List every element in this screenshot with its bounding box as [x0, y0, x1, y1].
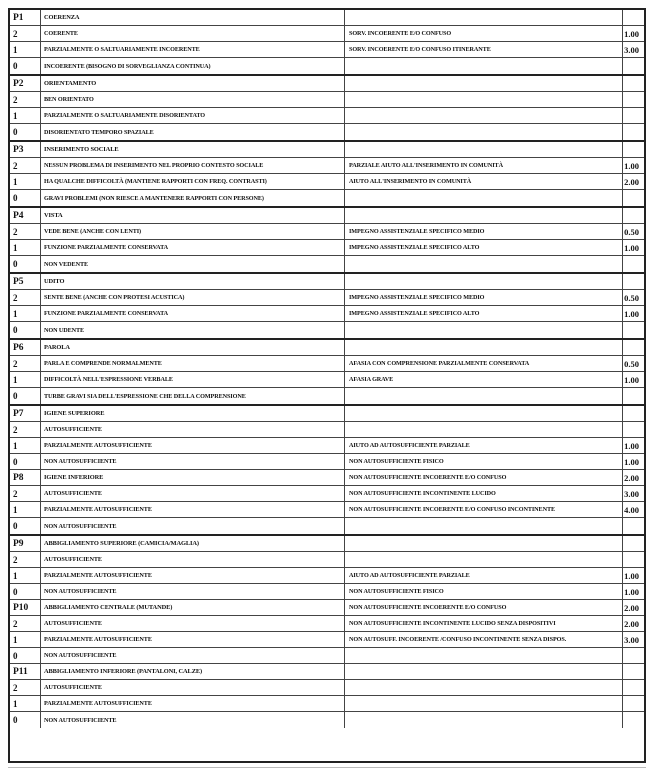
- assistance-note: AFASIA GRAVE: [345, 372, 623, 387]
- score-row: [10, 190, 644, 206]
- item-header-row: [10, 142, 644, 158]
- score-code: 0: [10, 518, 41, 534]
- score-code: 2: [10, 422, 41, 437]
- score-row: [10, 616, 644, 632]
- score-code: 0: [10, 454, 41, 469]
- assistance-note: [345, 536, 623, 551]
- weight-value: [623, 208, 644, 223]
- score-code: P5: [10, 274, 41, 289]
- score-code: P9: [10, 536, 41, 551]
- assistance-note: [345, 124, 623, 140]
- score-row: [10, 224, 644, 240]
- score-row: [10, 568, 644, 584]
- assistance-note: [345, 76, 623, 91]
- assistance-note: [345, 664, 623, 679]
- weight-value: [623, 536, 644, 551]
- assistance-note: PARZIALE AIUTO ALL'INSERIMENTO IN COMUNITÀ: [345, 158, 623, 173]
- weight-value: [623, 422, 644, 437]
- weight-value: [623, 648, 644, 663]
- score-row: [10, 372, 644, 388]
- weight-value: [623, 108, 644, 123]
- score-row: [10, 158, 644, 174]
- criterion-label: ABBIGLIAMENTO CENTRALE (MUTANDE): [41, 600, 345, 615]
- assistance-note: [345, 518, 623, 534]
- weight-value: 1.00: [624, 28, 639, 39]
- score-code: P10: [10, 600, 41, 615]
- score-row: [10, 240, 644, 256]
- assistance-note: [345, 58, 623, 74]
- criterion-label: ORIENTAMENTO: [41, 76, 345, 91]
- assistance-note: [345, 680, 623, 695]
- criterion-label: NON AUTOSUFFICIENTE: [41, 648, 345, 663]
- assistance-note: AIUTO ALL'INSERIMENTO IN COMUNITÀ: [345, 174, 623, 189]
- score-row: [10, 388, 644, 404]
- weight-value: 0.50: [624, 358, 639, 369]
- criterion-label: NON AUTOSUFFICIENTE: [41, 518, 345, 534]
- criterion-label: PARLA E COMPRENDE NORMALMENTE: [41, 356, 345, 371]
- score-code: P7: [10, 406, 41, 421]
- criterion-label: COERENTE: [41, 26, 345, 41]
- form-section: [10, 536, 644, 728]
- weight-value: [623, 680, 644, 695]
- weight-value: [623, 552, 644, 567]
- score-row: [10, 356, 644, 372]
- weight-value: 1.00: [624, 570, 639, 581]
- criterion-label: NON VEDENTE: [41, 256, 345, 272]
- score-code: 2: [10, 486, 41, 501]
- weight-value: 2.00: [624, 602, 639, 613]
- score-code: 0: [10, 58, 41, 74]
- criterion-label: IGIENE INFERIORE: [41, 470, 345, 485]
- score-code: P1: [10, 10, 41, 25]
- score-row: [10, 584, 644, 600]
- criterion-label: SENTE BENE (ANCHE CON PROTESI ACUSTICA): [41, 290, 345, 305]
- assistance-note: NON AUTOSUFFICIENTE FISICO: [345, 454, 623, 469]
- assistance-note: [345, 190, 623, 206]
- item-header-row: [10, 470, 644, 486]
- score-row: [10, 174, 644, 190]
- item-header-row: [10, 536, 644, 552]
- score-code: P6: [10, 340, 41, 355]
- assistance-note: NON AUTOSUFF. INCOERENTE /CONFUSO INCONTINENTE SENZA DISPOS.: [345, 632, 623, 647]
- score-code: 1: [10, 632, 41, 647]
- score-code: 0: [10, 190, 41, 206]
- assistance-note: [345, 406, 623, 421]
- score-row: [10, 648, 644, 664]
- assistance-note: SORV. INCOERENTE E/O CONFUSO: [345, 26, 623, 41]
- score-code: 1: [10, 240, 41, 255]
- score-row: [10, 438, 644, 454]
- criterion-label: UDITO: [41, 274, 345, 289]
- score-code: 1: [10, 306, 41, 321]
- score-code: 2: [10, 680, 41, 695]
- criterion-label: AUTOSUFFICIENTE: [41, 616, 345, 631]
- item-header-row: [10, 10, 644, 26]
- score-code: 0: [10, 124, 41, 140]
- score-code: 2: [10, 158, 41, 173]
- form-section: [10, 10, 644, 76]
- score-row: [10, 454, 644, 470]
- score-row: [10, 26, 644, 42]
- assistance-note: IMPEGNO ASSISTENZIALE SPECIFICO ALTO: [345, 306, 623, 321]
- weight-value: [623, 388, 644, 404]
- weight-value: [623, 142, 644, 157]
- criterion-label: PARZIALMENTE AUTOSUFFICIENTE: [41, 696, 345, 711]
- weight-value: 1.00: [624, 308, 639, 319]
- criterion-label: PARZIALMENTE AUTOSUFFICIENTE: [41, 438, 345, 453]
- criterion-label: NON UDENTE: [41, 322, 345, 338]
- score-row: [10, 502, 644, 518]
- score-row: [10, 42, 644, 58]
- score-row: [10, 552, 644, 568]
- score-row: [10, 58, 644, 74]
- assistance-note: [345, 208, 623, 223]
- score-code: 1: [10, 438, 41, 453]
- criterion-label: AUTOSUFFICIENTE: [41, 552, 345, 567]
- criterion-label: PARZIALMENTE AUTOSUFFICIENTE: [41, 632, 345, 647]
- assistance-note: [345, 712, 623, 728]
- assistance-note: [345, 648, 623, 663]
- criterion-label: BEN ORIENTATO: [41, 92, 345, 107]
- weight-value: 2.00: [624, 176, 639, 187]
- assistance-note: [345, 322, 623, 338]
- item-header-row: [10, 664, 644, 680]
- weight-value: [623, 76, 644, 91]
- score-code: 0: [10, 648, 41, 663]
- weight-value: 1.00: [624, 586, 639, 597]
- assistance-note: [345, 696, 623, 711]
- assistance-note: NON AUTOSUFFICIENTE INCOERENTE E/O CONFUSO INCONTINENTE: [345, 502, 623, 517]
- score-code: 1: [10, 696, 41, 711]
- weight-value: [623, 322, 644, 338]
- score-code: 1: [10, 372, 41, 387]
- item-header-row: [10, 600, 644, 616]
- assistance-note: [345, 108, 623, 123]
- score-code: 1: [10, 502, 41, 517]
- assessment-form-table: [8, 8, 646, 763]
- criterion-label: PARZIALMENTE AUTOSUFFICIENTE: [41, 502, 345, 517]
- weight-value: 2.00: [624, 472, 639, 483]
- assistance-note: [345, 388, 623, 404]
- score-code: 1: [10, 108, 41, 123]
- score-code: 0: [10, 712, 41, 728]
- form-section: [10, 208, 644, 274]
- score-code: 2: [10, 290, 41, 305]
- assistance-note: [345, 10, 623, 25]
- score-code: 1: [10, 568, 41, 583]
- criterion-label: PARZIALMENTE O SALTUARIAMENTE DISORIENTATO: [41, 108, 345, 123]
- score-code: 0: [10, 388, 41, 404]
- criterion-label: GRAVI PROBLEMI (NON RIESCE A MANTENERE RAPPORTI CON PERSONE): [41, 190, 345, 206]
- criterion-label: ABBIGLIAMENTO INFERIORE (PANTALONI, CALZE): [41, 664, 345, 679]
- assistance-note: NON AUTOSUFFICIENTE INCOERENTE E/O CONFUSO: [345, 600, 623, 615]
- form-section: [10, 142, 644, 208]
- item-header-row: [10, 406, 644, 422]
- criterion-label: COERENZA: [41, 10, 345, 25]
- criterion-label: NON AUTOSUFFICIENTE: [41, 454, 345, 469]
- assistance-note: [345, 274, 623, 289]
- score-code: 2: [10, 26, 41, 41]
- item-header-row: [10, 274, 644, 290]
- score-row: [10, 256, 644, 272]
- weight-value: [623, 256, 644, 272]
- criterion-label: HA QUALCHE DIFFICOLTÀ (MANTIENE RAPPORTI CON FREQ. CONTRASTI): [41, 174, 345, 189]
- weight-value: [623, 190, 644, 206]
- criterion-label: ABBIGLIAMENTO SUPERIORE (CAMICIA/MAGLIA): [41, 536, 345, 551]
- assistance-note: SORV. INCOERENTE E/O CONFUSO ITINERANTE: [345, 42, 623, 57]
- score-code: 0: [10, 322, 41, 338]
- item-header-row: [10, 340, 644, 356]
- page-bottom-rule: [8, 767, 646, 768]
- assistance-note: NON AUTOSUFFICIENTE INCOERENTE E/O CONFUSO: [345, 470, 623, 485]
- assistance-note: IMPEGNO ASSISTENZIALE SPECIFICO MEDIO: [345, 224, 623, 239]
- score-row: [10, 322, 644, 338]
- criterion-label: NESSUN PROBLEMA DI INSERIMENTO NEL PROPRIO CONTESTO SOCIALE: [41, 158, 345, 173]
- criterion-label: AUTOSUFFICIENTE: [41, 680, 345, 695]
- criterion-label: FUNZIONE PARZIALMENTE CONSERVATA: [41, 240, 345, 255]
- assistance-note: [345, 256, 623, 272]
- criterion-label: IGIENE SUPERIORE: [41, 406, 345, 421]
- assistance-note: [345, 552, 623, 567]
- score-row: [10, 632, 644, 648]
- score-row: [10, 124, 644, 140]
- criterion-label: AUTOSUFFICIENTE: [41, 486, 345, 501]
- score-code: 0: [10, 584, 41, 599]
- criterion-label: TURBE GRAVI SIA DELL'ESPRESSIONE CHE DELLA COMPRENSIONE: [41, 388, 345, 404]
- weight-value: 1.00: [624, 374, 639, 385]
- score-row: [10, 696, 644, 712]
- criterion-label: INSERIMENTO SOCIALE: [41, 142, 345, 157]
- criterion-label: NON AUTOSUFFICIENTE: [41, 584, 345, 599]
- assistance-note: [345, 422, 623, 437]
- score-code: P8: [10, 470, 41, 485]
- score-row: [10, 422, 644, 438]
- weight-value: 0.50: [624, 226, 639, 237]
- assistance-note: NON AUTOSUFFICIENTE INCONTINENTE LUCIDO SENZA DISPOSITIVI: [345, 616, 623, 631]
- weight-value: 1.00: [624, 242, 639, 253]
- score-code: 2: [10, 356, 41, 371]
- form-section: [10, 406, 644, 536]
- weight-value: [623, 124, 644, 140]
- assistance-note: NON AUTOSUFFICIENTE FISICO: [345, 584, 623, 599]
- criterion-label: VISTA: [41, 208, 345, 223]
- score-code: P11: [10, 664, 41, 679]
- form-section: [10, 274, 644, 340]
- assistance-note: NON AUTOSUFFICIENTE INCONTINENTE LUCIDO: [345, 486, 623, 501]
- score-row: [10, 712, 644, 728]
- weight-value: [623, 58, 644, 74]
- criterion-label: FUNZIONE PARZIALMENTE CONSERVATA: [41, 306, 345, 321]
- assistance-note: [345, 92, 623, 107]
- score-code: 1: [10, 42, 41, 57]
- assistance-note: IMPEGNO ASSISTENZIALE SPECIFICO MEDIO: [345, 290, 623, 305]
- score-code: P3: [10, 142, 41, 157]
- assistance-note: AIUTO AD AUTOSUFFICIENTE PARZIALE: [345, 438, 623, 453]
- score-code: 1: [10, 174, 41, 189]
- weight-value: 3.00: [624, 488, 639, 499]
- weight-value: [623, 696, 644, 711]
- criterion-label: DISORIENTATO TEMPORO SPAZIALE: [41, 124, 345, 140]
- criterion-label: PARZIALMENTE O SALTUARIAMENTE INCOERENTE: [41, 42, 345, 57]
- assistance-note: [345, 142, 623, 157]
- criterion-label: VEDE BENE (ANCHE CON LENTI): [41, 224, 345, 239]
- weight-value: 4.00: [624, 504, 639, 515]
- score-row: [10, 486, 644, 502]
- weight-value: 2.00: [624, 618, 639, 629]
- criterion-label: INCOERENTE (BISOGNO DI SORVEGLIANZA CONTINUA): [41, 58, 345, 74]
- assistance-note: [345, 340, 623, 355]
- weight-value: [623, 10, 644, 25]
- weight-value: [623, 274, 644, 289]
- criterion-label: DIFFICOLTÀ NELL'ESPRESSIONE VERBALE: [41, 372, 345, 387]
- weight-value: [623, 712, 644, 728]
- form-section: [10, 340, 644, 406]
- score-row: [10, 108, 644, 124]
- weight-value: [623, 340, 644, 355]
- assistance-note: AFASIA CON COMPRENSIONE PARZIALMENTE CONSERVATA: [345, 356, 623, 371]
- score-row: [10, 290, 644, 306]
- criterion-label: PAROLA: [41, 340, 345, 355]
- score-row: [10, 92, 644, 108]
- assistance-note: AIUTO AD AUTOSUFFICIENTE PARZIALE: [345, 568, 623, 583]
- score-code: P2: [10, 76, 41, 91]
- weight-value: [623, 664, 644, 679]
- weight-value: [623, 92, 644, 107]
- score-code: P4: [10, 208, 41, 223]
- form-section: [10, 76, 644, 142]
- weight-value: 3.00: [624, 44, 639, 55]
- score-code: 2: [10, 224, 41, 239]
- score-code: 2: [10, 92, 41, 107]
- item-header-row: [10, 76, 644, 92]
- criterion-label: NON AUTOSUFFICIENTE: [41, 712, 345, 728]
- score-code: 0: [10, 256, 41, 272]
- criterion-label: PARZIALMENTE AUTOSUFFICIENTE: [41, 568, 345, 583]
- score-code: 2: [10, 552, 41, 567]
- weight-value: 0.50: [624, 292, 639, 303]
- score-code: 2: [10, 616, 41, 631]
- item-header-row: [10, 208, 644, 224]
- weight-value: 3.00: [624, 634, 639, 645]
- score-row: [10, 518, 644, 534]
- score-row: [10, 306, 644, 322]
- weight-value: [623, 406, 644, 421]
- weight-value: 1.00: [624, 456, 639, 467]
- assistance-note: IMPEGNO ASSISTENZIALE SPECIFICO ALTO: [345, 240, 623, 255]
- weight-value: 1.00: [624, 160, 639, 171]
- weight-value: [623, 518, 644, 534]
- weight-value: 1.00: [624, 440, 639, 451]
- criterion-label: AUTOSUFFICIENTE: [41, 422, 345, 437]
- score-row: [10, 680, 644, 696]
